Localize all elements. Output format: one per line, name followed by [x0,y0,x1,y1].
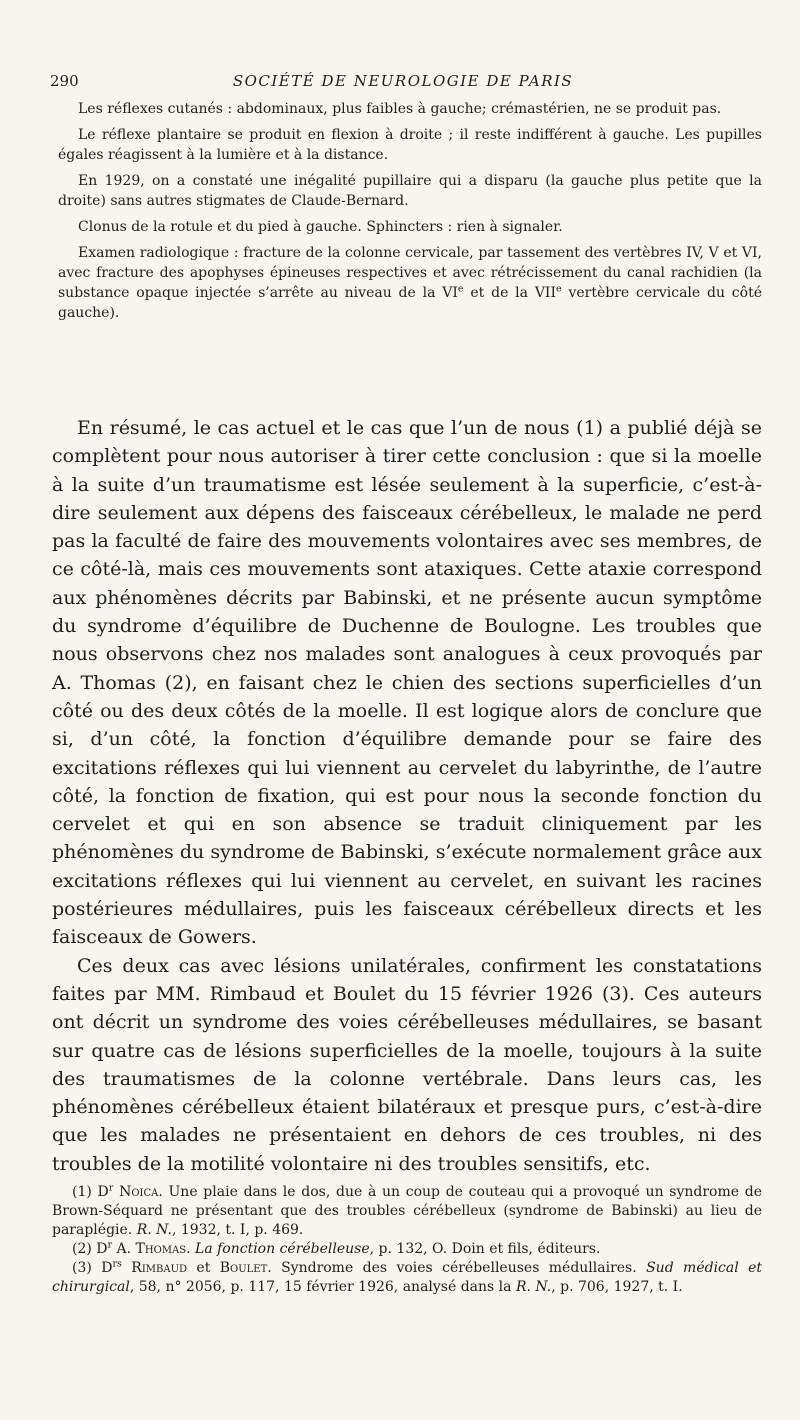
author-name: Rimbaud [121,1260,188,1276]
clinical-exam-section [58,99,762,329]
author-name: Noica [119,1184,159,1200]
book-title: La fonction cérébelleuse [195,1241,370,1257]
title-abbrev: D [96,1241,108,1257]
journal-name: R. N. [136,1222,172,1238]
paragraph-clonus: Clonus de la rotule et du pied à gauche. Sphincters : rien à signaler. [78,219,563,235]
footnotes [52,1183,762,1297]
punctuation: . [186,1241,196,1257]
author-name: A. Thomas [112,1241,187,1257]
paragraph-cutaneous-reflexes: Les réflexes cutanés : abdominaux, plus faibles à gauche; crémastérien, ne se produit pas. [78,101,722,117]
summary-section [52,414,762,1178]
title-abbrev: D [101,1260,113,1276]
footnote-text: . Syndrome des voies cérébelleuses médullaires. [267,1260,647,1276]
citation-details: , p. 132, O. Doin et fils, éditeurs. [369,1241,601,1257]
footnote-number: (1) [72,1184,98,1200]
footnote-2 [52,1240,762,1259]
footnote-number: (3) [72,1260,102,1276]
footnote-number: (2) [72,1241,97,1257]
running-title: SOCIÉTÉ DE NEUROLOGIE DE PARIS [232,72,574,90]
footnote-text: . Une plaie dans le dos, due à un coup de couteau qui a provoqué un syndrome de Brown-Séquard ne présentant que des troubles cérébelleux (syndrome de Babinski) au lieu de paraplégie. [52,1184,763,1238]
running-header [50,72,756,96]
paragraph-pupil-inequality: En 1929, on a constaté une inégalité pupillaire qui a disparu (la gauche plus petite que la droite) sans autres stigmates de Claude-Bernard. [58,173,762,209]
journal-name: R. N. [515,1279,552,1295]
superscript: rs [112,1258,122,1270]
paragraph-radiology [58,243,762,323]
author-name: Boulet [219,1260,268,1276]
superscript: r [108,1182,114,1194]
superscript: e [556,283,562,295]
citation-details: , 1932, t. I, p. 469. [171,1222,304,1238]
conjunction: et [187,1260,220,1276]
journal-name: Sud médical et chirurgical [52,1260,763,1295]
paragraph-conclusion: En résumé, le cas actuel et le cas que l’un de nous (1) a publié déjà se complètent pour nous autoriser à tirer cette conclusion : que si la moelle à la suite d’un traumatisme est lésée seulement à la superficie, c’est-à-dire seulement aux dépens des faisceaux cérébelleux, le malade ne perd pas la faculté de faire des mouvements volontaires avec ses membres, de ce côté-là, mais ces mouvements sont ataxiques. Cette ataxie correspond aux phénomènes décrits par Babinski, et ne présente aucun symptôme du syndrome d’équilibre de Duchenne de Boulogne. Les troubles que nous observons chez nos malades sont analogues à ceux provoqués par A. Thomas (2), en faisant chez le chien des sections superficielles d’un côté ou des deux côtés de la moelle. Il est logique alors de conclure que si, d’un côté, la fonction d’équilibre demande pour se faire des excitations réflexes qui lui viennent au cervelet du labyrinthe, de l’autre côté, la fonction de fixation, qui est pour nous la seconde fonction du cervelet et qui en son absence se traduit cliniquement par les phénomènes du syndrome de Babinski, s’exécute normalement grâce aux excitations réflexes qui lui viennent au cervelet, en suivant les racines postérieures médullaires, puis les faisceaux cérébelleux directs et les faisceaux de Gowers. [52,417,762,949]
radiology-text-b: et de la VII [463,285,556,301]
citation-details: , 58, n° 2056, p. 117, 15 février 1926, analysé dans la [129,1279,516,1295]
superscript: e [457,283,464,295]
citation-details: , p. 706, 1927, t. I. [551,1279,683,1295]
paragraph-plantar-reflex: Le réflexe plantaire se produit en flexion à droite ; il reste indifférent à gauche. Les pupilles égales réagissent à la lumière et à la distance. [58,127,762,163]
radiology-text-c: vertèbre cervicale du côté gauche). [58,285,762,321]
footnote-3 [52,1259,762,1297]
superscript: r [107,1239,113,1251]
footnote-1 [52,1183,762,1240]
radiology-text-a: Examen radiologique : fracture de la colonne cervicale, par tassement des vertèbres IV, V et VI, avec fracture des apophyses épineuses respectives et avec rétrécissement du canal rachidien (la substance opaque injectée s’arrête au niveau de la VI [58,245,762,301]
page-number: 290 [50,72,79,90]
title-abbrev: D [97,1184,109,1200]
paragraph-confirmation: Ces deux cas avec lésions unilatérales, confirment les constatations faites par MM. Rimbaud et Boulet du 15 février 1926 (3). Ces auteurs ont décrit un syndrome des voies cérébelleuses médullaires, se basant sur quatre cas de lésions superficielles de la moelle, toujours à la suite des traumatismes de la colonne vertébrale. Dans leurs cas, les phénomènes cérébelleux étaient bilatéraux et presque purs, c’est-à-dire que les malades ne présentaient en dehors de ces troubles, ni des troubles de la motilité volontaire ni des troubles sensitifs, etc. [52,954,762,1175]
